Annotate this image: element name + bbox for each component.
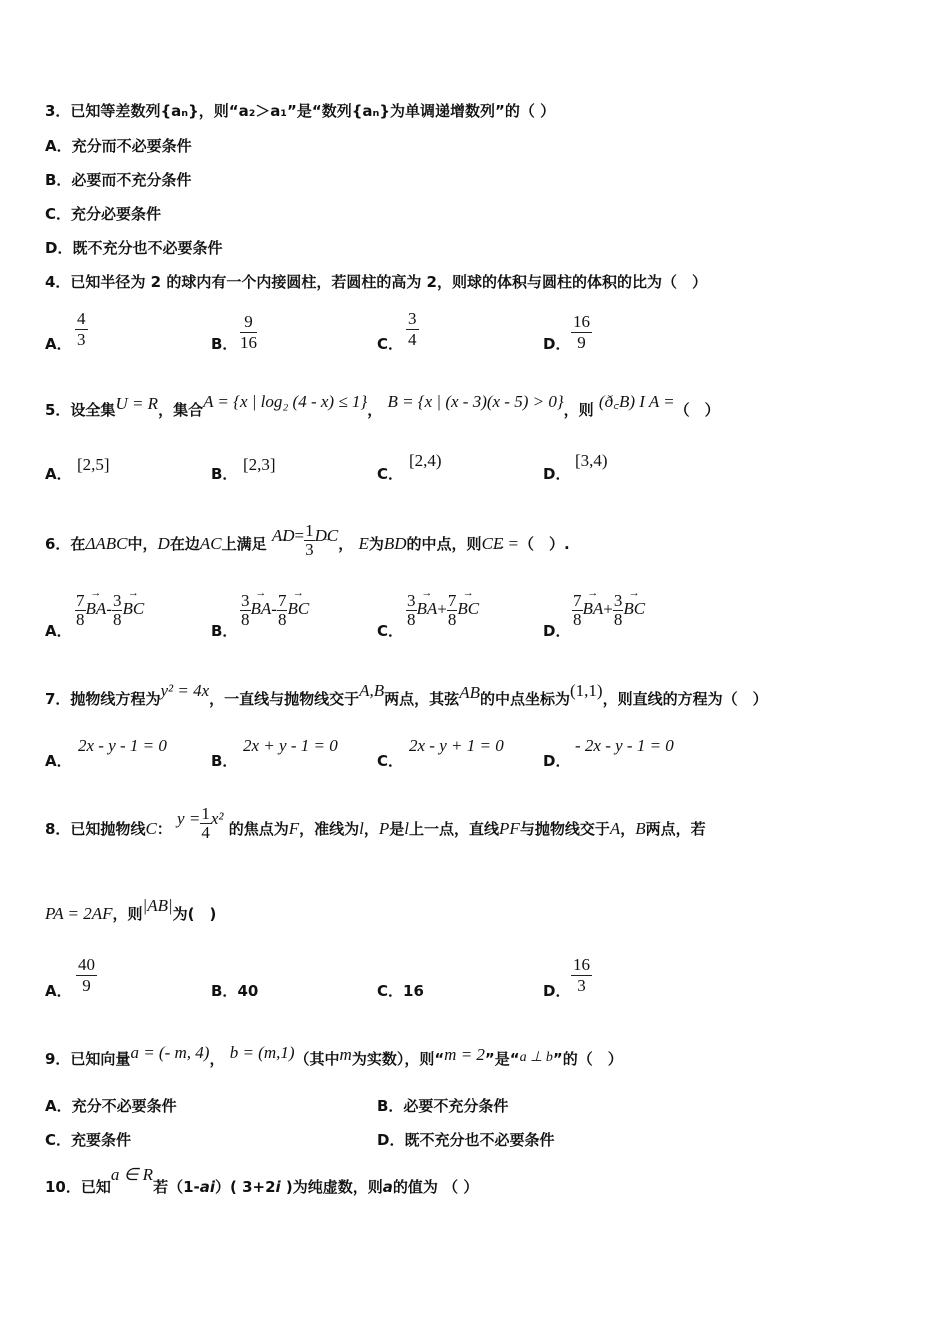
q5-option-b: [2,3] [243, 455, 276, 474]
q9-option-d: D．既不充分也不必要条件 [377, 1131, 555, 1149]
q5-stem: 5．设全集U = R，集合A = {x | log₂ (4 - x) ≤ 1}， B = {x | (x - 3)(x - 5) > 0}，则 (ð꜀B) I A =（ ） [45, 392, 720, 419]
q4-option-c-fraction: $\frac{3}{4}$ [408, 309, 417, 349]
q7-label-c: C． [377, 752, 404, 770]
q6-label-a: A． [45, 622, 72, 640]
q10-stem: 10．已知a ∈ R若（1-ai）( 3+2i )为纯虚数，则a的值为 （ ） [45, 1165, 479, 1196]
q8-stem-line2: PA = 2AF，则|AB|为( ) [45, 896, 217, 923]
q9-stem: 9．已知向量a = (- m, 4)， b = (m,1)（其中m为实数），则“m = 2”是“a ⊥ b”的（ ） [45, 1043, 623, 1068]
q8-stem-line1: 8．已知抛物线C： y = $\frac{1}{4}$ x² 的焦点为F，准线为l，P是l上一点，直线PF与抛物线交于A，B两点，若 [45, 804, 706, 842]
q7-option-d: - 2x - y - 1 = 0 [575, 736, 674, 755]
q6-option-d: $\frac{7}{8}$ → BA+ $\frac{3}{8}$ → BC [572, 592, 645, 629]
q4-option-b-fraction: $\frac{9}{16}$ [240, 312, 257, 352]
q4-label-b: B． [211, 335, 238, 353]
q6-label-b: B． [211, 622, 238, 640]
q6-option-a: $\frac{7}{8}$ → BA- $\frac{3}{8}$ → BC [75, 592, 144, 629]
q4-option-a-fraction: $\frac{4}{3}$ [77, 309, 86, 349]
q4-option-d-fraction: $\frac{16}{9}$ [573, 312, 590, 352]
q7-label-b: B． [211, 752, 238, 770]
q5-option-c: [2,4) [409, 451, 442, 470]
q7-label-a: A． [45, 752, 72, 770]
q7-option-c: 2x - y + 1 = 0 [409, 736, 504, 755]
q5-option-d: [3,4) [575, 451, 608, 470]
q5-label-d: D． [543, 465, 571, 483]
q3-option-d: D．既不充分也不必要条件 [45, 239, 223, 257]
q8-option-c: C．16 [377, 982, 424, 1000]
q4-stem: 4．已知半径为 2 的球内有一个内接圆柱，若圆柱的高为 2，则球的体积与圆柱的体积的比为（ ） [45, 273, 707, 291]
q7-label-d: D． [543, 752, 571, 770]
q7-option-b: 2x + y - 1 = 0 [243, 736, 338, 755]
q6-label-c: C． [377, 622, 404, 640]
q3-option-b: B．必要而不充分条件 [45, 171, 192, 189]
q7-option-a: 2x - y - 1 = 0 [78, 736, 167, 755]
q9-option-b: B．必要不充分条件 [377, 1097, 509, 1115]
q3-option-c: C．充分必要条件 [45, 205, 162, 223]
q6-option-b: $\frac{3}{8}$ → BA- $\frac{7}{8}$ → BC [240, 592, 309, 629]
q6-option-c: $\frac{3}{8}$ → BA+ $\frac{7}{8}$ → BC [406, 592, 479, 629]
q3-option-a: A．充分而不必要条件 [45, 137, 192, 155]
q5-label-b: B． [211, 465, 238, 483]
q4-label-c: C． [377, 335, 404, 353]
q8-option-b: B．40 [211, 982, 259, 1000]
q5-option-a: [2,5] [77, 455, 110, 474]
q7-stem: 7．抛物线方程为y² = 4x，一直线与抛物线交于A,B两点，其弦AB的中点坐标为(1,1)，则直线的方程为（ ） [45, 681, 768, 708]
q5-label-c: C． [377, 465, 404, 483]
q9-option-c: C．充要条件 [45, 1131, 132, 1149]
q4-label-a: A． [45, 335, 72, 353]
q8-option-a-fraction: $\frac{40}{9}$ [78, 955, 95, 995]
q9-option-a: A．充分不必要条件 [45, 1097, 177, 1115]
q6-label-d: D． [543, 622, 571, 640]
q3-stem: 3．已知等差数列{aₙ}，则“a₂＞a₁”是“数列{aₙ}为单调递增数列”的（ ） [45, 102, 556, 120]
q4-label-d: D． [543, 335, 571, 353]
q8-label-a: A． [45, 982, 72, 1000]
q8-option-d-fraction: $\frac{16}{3}$ [573, 955, 590, 995]
q8-label-d: D． [543, 982, 571, 1000]
q5-label-a: A． [45, 465, 72, 483]
q6-stem: 6．在ΔABC中，D在边AC上满足 → AD= $\frac{1}{3}$ → DC， E为BD的中点，则→ CE =（ ）. [45, 520, 570, 568]
